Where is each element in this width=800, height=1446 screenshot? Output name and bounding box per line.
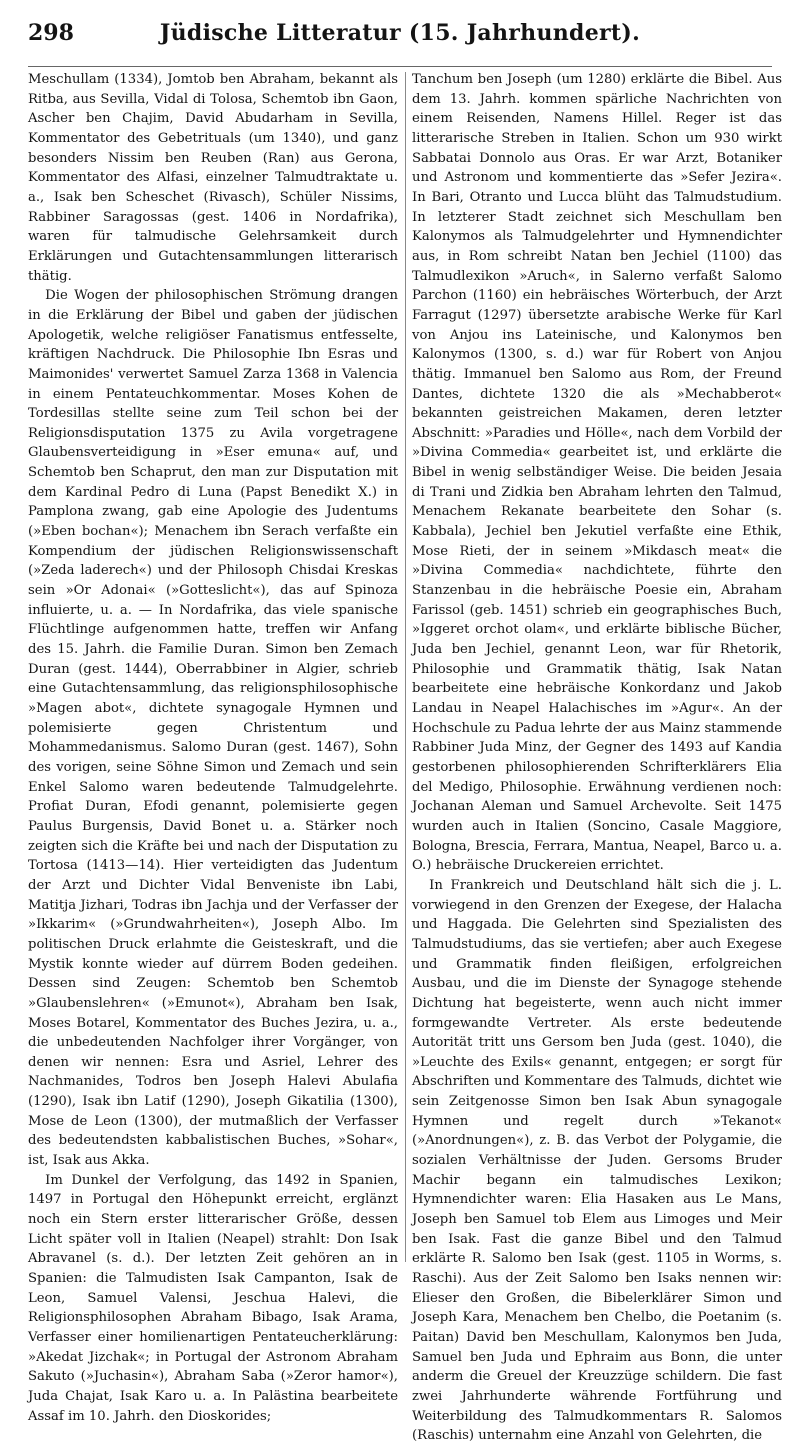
paragraph: Im Dunkel der Verfolgung, das 1492 in Spanien, 1497 in Portugal den Höhepunkt erreicht, erglänzt noch ein Stern erster litterarischer Größe, dessen Licht später voll in Italien (Neapel) strahlt: Don Isak Abravanel (s. d.). Der letzten Zeit gehören an in Spanien: die Talmudisten Isak Campanton, Isak de Leon, Samuel Valensi, Jeschua Halevi, die Religionsphilosophen Abraham Bibago, Isak Arama, Verfasser einer homilienartigen Pentateucherklärung: »Akedat Jizchak«; in Portugal der Astronom Abraham Sakuto (»Juchasin«), Abraham Saba (»Zeror hamor«), Juda Chajat, Isak Karo u. a. In Palästina bearbeitete Assaf im 10. Jahrh. den Dioskorides; bbox=[28, 1172, 398, 1424]
paragraph: Die Wogen der philosophischen Strömung drangen in die Erklärung der Bibel und gaben der jüdischen Apologetik, welche religiöser Fanatismus entfesselte, kräftigen Nachdruck. Die Philosophie Ibn Esras und Maimonides' verwertet Samuel Zarza 1368 in Valencia in einem Pentateuchkommentar. Moses Kohen de Tordesillas stellte seine zum Teil schon bei der Religionsdisputation 1375 zu Avila vorgetragene Glaubensverteidigung in »Eser emuna« auf, und Schemtob ben Schaprut, den man zur Disputation mit dem Kardinal Pedro di Luna (Papst Benedikt X.) in Pamplona zwang, gab eine Apologie des Judentums (»Eben bochan«); Menachem ibn Serach verfaßte ein Kompendium der jüdischen Religionswissenschaft (»Zeda laderech«) und der Philosoph Chisdai Kreskas sein »Or Adonai« (»Gotteslicht«), das auf Spinoza influierte, u. a. — In Nordafrika, das viele spanische Flüchtlinge aufgenommen hatte, treffen wir Anfang des 15. Jahrh. die Familie Duran. Simon ben Zemach Duran (gest. 1444), Oberrabbiner in Algier, schrieb eine Gutachtensammlung, das religionsphilosophische »Magen abot«, dichtete synagogale Hymnen und polemisierte gegen Christentum und Mohammedanismus. Salomo Duran (gest. 1467), Sohn des vorigen, seine Söhne Simon und Zemach und sein Enkel Salomo waren bedeutende Talmudgelehrte. Profiat Duran, Efodi genannt, polemisierte gegen Paulus Burgensis, David Bonet u. a. Stärker noch zeigten sich die Kräfte bei und nach der Disputation zu Tortosa (1413—14). Hier verteidigten das Judentum der Arzt und Dichter Vidal Benveniste ibn Labi, Matitja Jizhari, Todras ibn Jachja und der Verfasser der »Ikkarim« (»Grundwahrheiten«), Joseph Albo. Im politischen Druck erlahmte die Geisteskraft, und die Mystik konnte wieder auf dürrem Boden gedeihen. Dessen sind Zeugen: Schemtob ben Schemtob »Glaubenslehren« (»Emunot«), Abraham ben Isak, Moses Botarel, Kommentator des Buches Jezira, u. a., die unbedeutenden Nachfolger ihrer Vorgänger, von denen wir nennen: Esra und Asriel, Lehrer des Nachmanides, Todros ben Joseph Halevi Abulafia (1290), Isak ibn Latif (1290), Joseph Gikatilia (1300), Mose de Leon (1300), der mutmaßlich der Verfasser des bedeutendsten kabbalistischen Buches, »Sohar«, ist, Isak aus Akka. bbox=[28, 288, 398, 1169]
left-column bbox=[28, 70, 398, 1424]
column-divider bbox=[405, 72, 406, 1262]
paragraph: Tanchum ben Joseph (um 1280) erklärte die Bibel. Aus dem 13. Jahrh. kommen spärliche Nachrichten von einem Reisenden, Namens Hillel. Reger ist das litterarische Streben in Italien. Schon um 930 wirkt Sabbatai Donnolo aus Oras. Er war Arzt, Botaniker und Astronom und kommentierte das »Sefer Jezira«. In Bari, Otranto und Lucca blüht das Talmudstudium. In letzterer Stadt zeichnet sich Meschullam ben Kalonymos als Talmudgelehrter und Hymnendichter aus, in Rom schreibt Natan ben Jechiel (1100) das Talmudlexikon »Aruch«, in Salerno verfaßt Salomo Parchon (1160) ein hebräisches Wörterbuch, der Arzt Farragut (1297) übersetzte arabische Werke für Karl von Anjou ins Lateinische, und Kalonymos ben Kalonymos (1300, s. d.) war für Robert von Anjou thätig. Immanuel ben Salomo aus Rom, der Freund Dantes, dichtete 1320 die als »Mechabberot« bekannten geistreichen Makamen, deren letzter Abschnitt: »Paradies und Hölle«, nach dem Vorbild der »Divina Commedia« gearbeitet ist, und erklärte die Bibel in wenig selbständiger Weise. Die beiden Jesaia di Trani und Zidkia ben Abraham lehrten den Talmud, Menachem Rekanate bearbeitete den Sohar (s. Kabbala), Jechiel ben Jekutiel verfaßte eine Ethik, Mose Rieti, der in seinem »Mikdasch meat« die »Divina Commedia« nachdichtete, führte den Stanzenbau in die hebräische Poesie ein, Abraham Farissol (geb. 1451) schrieb ein geographisches Buch, »Iggeret orchot olam«, und erklärte biblische Bücher, Juda ben Jechiel, genannt Leon, war für Rhetorik, Philosophie und Grammatik thätig, Isak Natan bearbeitete eine hebräische Konkordanz und Jakob Landau in Neapel Halachisches im »Agur«. An der Hochschule zu Padua lehrte der aus Mainz stammende Rabbiner Juda Minz, der Gegner des 1493 auf Kandia gestorbenen philosophierenden Schrifterklärers Elia del Medigo, Philosophie. Erwähnung verdienen noch: Jochanan Aleman und Samuel Archevolte. Seit 1475 wurden auch in Italien (Soncino, Casale Maggiore, Bologna, Brescia, Ferrara, Mantua, Neapel, Barco u. a. O.) hebräische Druckereien errichtet. bbox=[412, 72, 782, 874]
header-rule bbox=[28, 66, 772, 67]
right-column bbox=[412, 70, 782, 1444]
running-title: Jüdische Litteratur (15. Jahrhundert). bbox=[159, 20, 641, 46]
paragraph: Meschullam (1334), Jomtob ben Abraham, bekannt als Ritba, aus Sevilla, Vidal di Tolosa, Schemtob ibn Gaon, Ascher ben Chajim, David Abudarham in Sevilla, Kommentator des Gebetrituals (um 1340), und ganz besonders Nissim ben Reuben (Ran) aus Gerona, Kommentator des Alfasi, einzelner Talmudtraktate u. a., Isak ben Scheschet (Rivasch), Schüler Nissims, Rabbiner Saragossas (gest. 1406 in Nordafrika), waren für talmudische Gelehrsamkeit durch Erklärungen und Gutachtensammlungen litterarisch thätig. bbox=[28, 72, 398, 284]
page-header bbox=[28, 10, 772, 66]
page-number: 298 bbox=[28, 20, 74, 46]
paragraph: In Frankreich und Deutschland hält sich die j. L. vorwiegend in den Grenzen der Exegese, der Halacha und Haggada. Die Gelehrten sind Spezialisten des Talmudstudiums, das sie vertiefen; aber auch Exegese und Grammatik finden fleißigen, erfolgreichen Ausbau, und die im Dienste der Synagoge stehende Dichtung hat begeisterte, wenn auch nicht immer formgewandte Vertreter. Als erste bedeutende Autorität tritt uns Gersom ben Juda (gest. 1040), die »Leuchte des Exils« genannt, entgegen; er sorgt für Abschriften und Kommentare des Talmuds, dichtet wie sein Zeitgenosse Simon ben Isak Abun synagogale Hymnen und regelt durch »Tekanot« (»Anordnungen«), z. B. das Verbot der Polygamie, die sozialen Verhältnisse der Juden. Gersoms Bruder Machir begann ein talmudisches Lexikon; Hymnendichter waren: Elia Hasaken aus Le Mans, Joseph ben Samuel tob Elem aus Limoges und Meir ben Isak. Fast die ganze Bibel und den Talmud erklärte R. Salomo ben Isak (gest. 1105 in Worms, s. Raschi). Aus der Zeit Salomo ben Isaks nennen wir: Elieser den Großen, die Bibelerklärer Simon und Joseph Kara, Menachem ben Chelbo, die Poetanim (s. Paitan) David ben Meschullam, Kalonymos ben Juda, Samuel ben Juda und Ephraim aus Bonn, die unter anderm die Greuel der Kreuzzüge schildern. Die fast zwei Jahrhunderte währende Fortführung und Weiterbildung des Talmudkommentars R. Salomos (Raschis) unternahm eine Anzahl von Gelehrten, die bbox=[412, 877, 782, 1444]
